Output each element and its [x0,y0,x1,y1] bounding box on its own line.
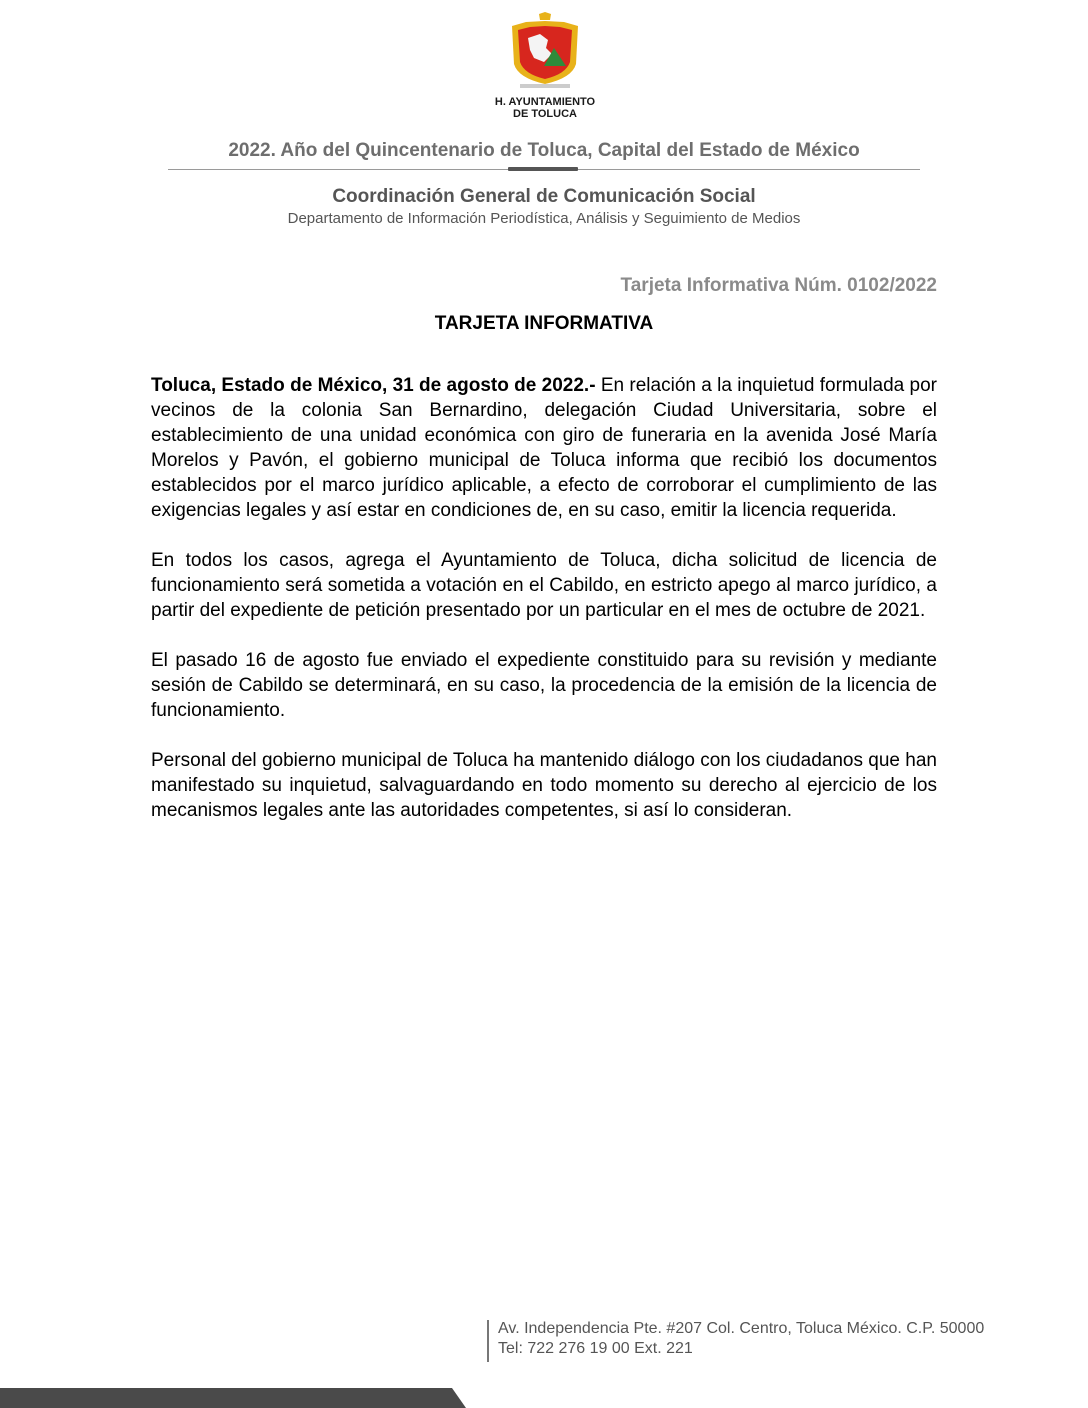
paragraph-4: Personal del gobierno municipal de Toluca ha mantenido diálogo con los ciudadanos que han manifestado su inquietud, salvaguardando en todo momento su derecho al ejercicio de los mecanismos legales ante las autoridades competentes, si así lo consideran. [151,750,937,821]
paragraph-2: En todos los casos, agrega el Ayuntamiento de Toluca, dicha solicitud de licencia de funcionamiento será sometida a votación en el Cabildo, en estricto apego al marco jurídico, a partir del expediente de petición presentado por un particular en el mes de octubre de 2021. [151,550,937,621]
document-body [151,373,937,848]
crest-label: H. AYUNTAMIENTO DE TOLUCA [494,96,596,120]
footer-band [0,1388,466,1408]
footer-phone: Tel: 722 276 19 00 Ext. 221 [498,1340,693,1357]
card-number: Tarjeta Informativa Núm. 0102/2022 [620,275,937,296]
footer-address: Av. Independencia Pte. #207 Col. Centro, Toluca México. C.P. 50000 [498,1320,985,1337]
crest-shield-icon [506,12,584,96]
paragraph-3: El pasado 16 de agosto fue enviado el expediente constituido para su revisión y mediante sesión de Cabildo se determinará, en su caso, la procedencia de la emisión de la licencia de funcionamiento. [151,650,937,721]
toluca-crest-logo [490,12,600,122]
footer-divider [487,1320,489,1362]
coordination-name: Coordinación General de Comunicación Social [332,186,756,207]
paragraph-1 [151,373,937,523]
department-name: Departamento de Información Periodística, Análisis y Seguimiento de Medios [287,210,801,227]
dateline: Toluca, Estado de México, 31 de agosto de 2022.- [151,375,596,396]
paragraph-1-text: En relación a la inquietud formulada por vecinos de la colonia San Bernardino, delegación Ciudad Universitaria, sobre el establecimiento de una unidad económica con giro de funeraria en la avenida José María Morelos y Pavón, el gobierno municipal de Toluca informa que recibió los documentos establecidos por el marco jurídico aplicable, a efecto de corroborar el cumplimiento de las exigencias legales y así estar en condiciones de, en su caso, emitir la licencia requerida. [151,375,938,521]
document-title: TARJETA INFORMATIVA [434,313,654,334]
year-motto: 2022. Año del Quincentenario de Toluca, Capital del Estado de México [228,140,860,161]
header-divider-mark [508,167,578,171]
